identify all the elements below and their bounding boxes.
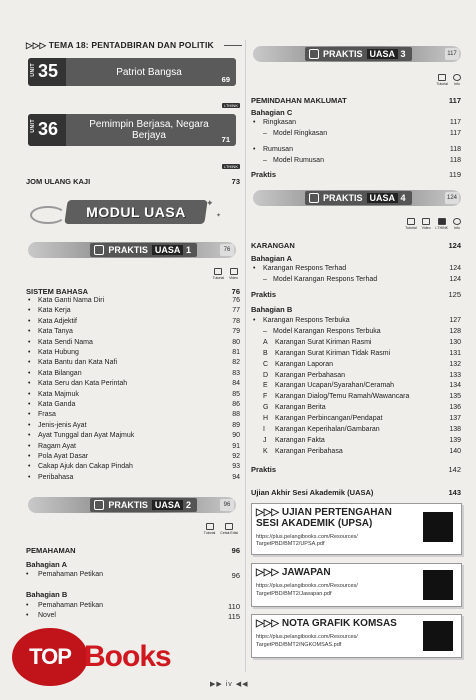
resource-url[interactable]: TargetPBD/BMT2/UPSA.pdf (256, 541, 325, 547)
tema-rule (224, 45, 242, 46)
resource-url[interactable]: https://plus.pelangibooks.com/Resources/ (256, 534, 358, 540)
praktis-entry[interactable]: Praktis (251, 465, 277, 474)
praktis-icon (309, 49, 319, 59)
item-marker: • (28, 473, 31, 481)
ithink-tag: i-THINK (223, 164, 238, 169)
unit-number: 35 (38, 61, 59, 81)
unit-page: 69 (221, 75, 230, 84)
unit-36[interactable]: UNIT 36 Pemimpin Berjasa, Negara Berjaya 71 (28, 114, 236, 146)
nota-grafik-resource-box[interactable]: ▷▷▷ NOTA GRAFIK KOMSAS https://plus.pelangibooks.com/Resources/ TargetPBD/BMT2/NGKOMSAS.pdf (251, 614, 462, 658)
page-number: ▶▶ iv ◀◀ (210, 681, 249, 688)
item-marker: – (263, 130, 267, 137)
item-marker: • (28, 359, 31, 367)
item-marker: C (263, 360, 269, 368)
item-marker: • (28, 369, 31, 377)
item-marker: • (28, 442, 31, 450)
bahagian-b-heading: Bahagian B (26, 590, 68, 599)
sparkle-icon: ✦ (216, 213, 222, 219)
bahagian-c-heading: Bahagian C (251, 108, 293, 117)
jom-ulang-kaji[interactable]: JOM ULANG KAJI (26, 177, 91, 186)
item-marker: • (253, 119, 256, 126)
resource-url[interactable]: https://plus.pelangibooks.com/Resources/ (256, 634, 358, 640)
sistem-bahasa-heading: SISTEM BAHASA (26, 287, 89, 296)
tema-heading: ▷▷▷ TEMA 18: PENTADBIRAN DAN POLITIK (26, 40, 214, 50)
left-column: ▷▷▷ TEMA 18: PENTADBIRAN DAN POLITIK UNIT 35 Patriot Bangsa 69 i-THINK UNIT 36 Pemimpin Berjasa, Negara Berjaya 71 i-THINK JOM ULANG KAJI 73 MODUL UASA ✦ ✦ PRAKTIS UASA 1 76 Tutorial Video SISTEM BAHASA 76 • Kata Ganti Nama Diri 76 • Kata Kerja 77 • Kata Adjektif 78 • Kata Tanya 79 • Kata Sendi Nama 80 • Kata Hubung 81 • Kata Bantu dan Kata Nafi 82 • Kata Bilangan 83 • Kata Seru dan Kata Perintah 84 • Kata Majmuk 85 • Kata Ganda 86 • Frasa 88 • Jenis-jenis Ayat 89 • Ayat Tunggal dan Ayat Majmuk 90 • Ragam Ayat 91 • Pola Ayat Dasar 92 • Cakap Ajuk dan Cakap Pindah 93 • Peribahasa 94 PRAKTIS UASA 2 96 Tutorial Cetak Edisi PEMAHAMAN 96 Bahagian A • Pemahaman Petikan 96 Bahagian B • Pemahaman Petikan 110 • Novel 115 (26, 0, 240, 700)
item-marker: H (263, 415, 269, 423)
unit-title: Pemimpin Berjasa, Negara Berjaya (89, 119, 209, 141)
video-icon (422, 218, 430, 225)
tutorial-icon (206, 523, 214, 530)
item-marker: D (263, 371, 269, 379)
info-icon (453, 218, 461, 225)
unit-title: Patriot Bangsa (116, 67, 182, 78)
resource-url[interactable]: TargetPBD/BMT2/NGKOMSAS.pdf (256, 642, 342, 648)
praktis-icon (309, 193, 319, 203)
resource-url[interactable]: TargetPBD/BMT2/Jawapan.pdf (256, 591, 332, 597)
item-marker: F (263, 393, 268, 401)
icon-list-4: Tutorial Video i-THINK Info (405, 218, 461, 230)
qr-code[interactable] (423, 621, 453, 651)
item-marker: • (28, 338, 31, 346)
kar-bahagian-b-heading: Bahagian B (251, 305, 293, 314)
video-icon (230, 268, 238, 275)
item-marker: – (263, 327, 267, 335)
item-marker: • (28, 390, 31, 398)
item-marker: • (253, 146, 256, 153)
item-marker: I (263, 426, 265, 433)
icon-list-1: Tutorial Video (213, 268, 238, 280)
bahagian-a-heading: Bahagian A (26, 560, 67, 569)
item-marker: • (28, 453, 31, 460)
unit-number: 36 (38, 119, 59, 139)
item-marker: • (28, 349, 31, 356)
swirl-decoration (30, 206, 66, 224)
item-marker: A (263, 338, 268, 346)
item-marker: • (28, 463, 31, 471)
tutorial-icon (438, 74, 446, 81)
item-marker: B (263, 349, 268, 357)
topbooks-logo: TOP Books (12, 628, 171, 686)
item-marker: G (263, 404, 269, 412)
unit-page: 71 (221, 135, 230, 144)
item-marker: – (263, 157, 267, 164)
column-divider (245, 40, 246, 672)
tutorial-icon (214, 268, 222, 275)
pemahaman-heading: PEMAHAMAN (26, 546, 76, 555)
toc-item[interactable]: • Novel (26, 612, 240, 619)
item-marker: • (253, 317, 256, 324)
ithink-icon (438, 218, 446, 225)
item-marker: • (28, 317, 31, 325)
qr-code[interactable] (423, 512, 453, 542)
right-column: PRAKTIS UASA 3 117 Tutorial Info PEMINDAHAN MAKLUMAT 117 Bahagian C • Ringkasan 117 – Model Ringkasan 117 • Rumusan 118 – Model Rumusan 118 Praktis 119 PRAKTIS UASA 4 124 Tutorial Video i-THINK Info KARANGAN 124 Bahagian A • Karangan Respons Terhad 124 – Model Karangan Respons Terhad 124 Praktis 125 Bahagian B • Karangan Respons Terbuka 127 – Model Karangan Respons Terbuka 128 A Karangan Surat Kiriman Rasmi 130 B Karangan Surat Kiriman Tidak Rasmi 131 C Karangan Laporan 132 D Karangan Perbahasan 133 E Karangan Ucapan/Syarahan/Ceramah 134 F Karangan Dialog/Temu Ramah/Wawancara 135 G Karangan Berita 136 H Karangan Perbincangan/Pendapat 137 I Karangan Keperihalan/Gambaran 138 J Karangan Fakta 139 K Karangan Peribahasa 140 Praktis 142 Ujian Akhir Sesi Akademik (UASA) 143 (251, 0, 461, 700)
praktis-entry[interactable]: Praktis (251, 290, 277, 299)
praktis-uasa-1-banner[interactable]: PRAKTIS UASA 1 76 (28, 242, 236, 258)
item-marker: • (28, 380, 31, 388)
ujian-akhir-entry[interactable]: Ujian Akhir Sesi Akademik (UASA) (251, 488, 374, 497)
icon-list-3: Tutorial Info (436, 74, 461, 86)
item-marker: • (253, 265, 256, 272)
item-marker: • (28, 401, 31, 408)
praktis-icon (94, 500, 104, 510)
praktis-uasa-3-banner[interactable]: PRAKTIS UASA 3 117 (253, 46, 461, 62)
modul-uasa-banner: MODUL UASA (64, 200, 207, 224)
upsa-resource-box[interactable]: ▷▷▷ UJIAN PERTENGAHAN SESI AKADEMIK (UPSA) https://plus.pelangibooks.com/Resources/ TargetPBD/BMT2/UPSA.pdf (251, 503, 462, 555)
unit-35[interactable]: UNIT 35 Patriot Bangsa 69 (28, 58, 236, 86)
resource-url[interactable]: https://plus.pelangibooks.com/Resources/ (256, 583, 358, 589)
praktis-entry[interactable]: Praktis (251, 170, 277, 179)
item-marker: • (28, 328, 31, 336)
qr-code[interactable] (423, 570, 453, 600)
sparkle-icon: ✦ (206, 198, 214, 208)
info-icon (453, 74, 461, 81)
pemindahan-heading: PEMINDAHAN MAKLUMAT (251, 96, 347, 105)
item-marker: E (263, 382, 268, 390)
praktis-icon (94, 245, 104, 255)
item-marker: • (28, 307, 31, 315)
item-marker: • (28, 432, 31, 440)
karangan-heading: KARANGAN (251, 241, 295, 250)
item-marker: – (263, 276, 267, 283)
item-marker: J (263, 436, 267, 444)
toc-item[interactable]: • Pemahaman Petikan (26, 602, 240, 609)
headphone-icon (225, 523, 233, 530)
toc-item[interactable]: • Pemahaman Petikan (26, 571, 240, 578)
item-marker: • (28, 421, 31, 429)
ithink-tag: i-THINK (223, 103, 238, 108)
item-marker: K (263, 447, 268, 455)
praktis-uasa-4-banner[interactable]: PRAKTIS UASA 4 124 (253, 190, 461, 206)
jawapan-resource-box[interactable]: ▷▷▷ JAWAPAN https://plus.pelangibooks.com/Resources/ TargetPBD/BMT2/Jawapan.pdf (251, 563, 462, 607)
tutorial-icon (407, 218, 415, 225)
item-marker: • (28, 297, 31, 304)
icon-list-2: Tutorial Cetak Edisi (204, 523, 238, 535)
kar-bahagian-a-heading: Bahagian A (251, 254, 292, 263)
praktis-uasa-2-banner[interactable]: PRAKTIS UASA 2 96 (28, 497, 236, 513)
item-marker: • (28, 411, 31, 419)
